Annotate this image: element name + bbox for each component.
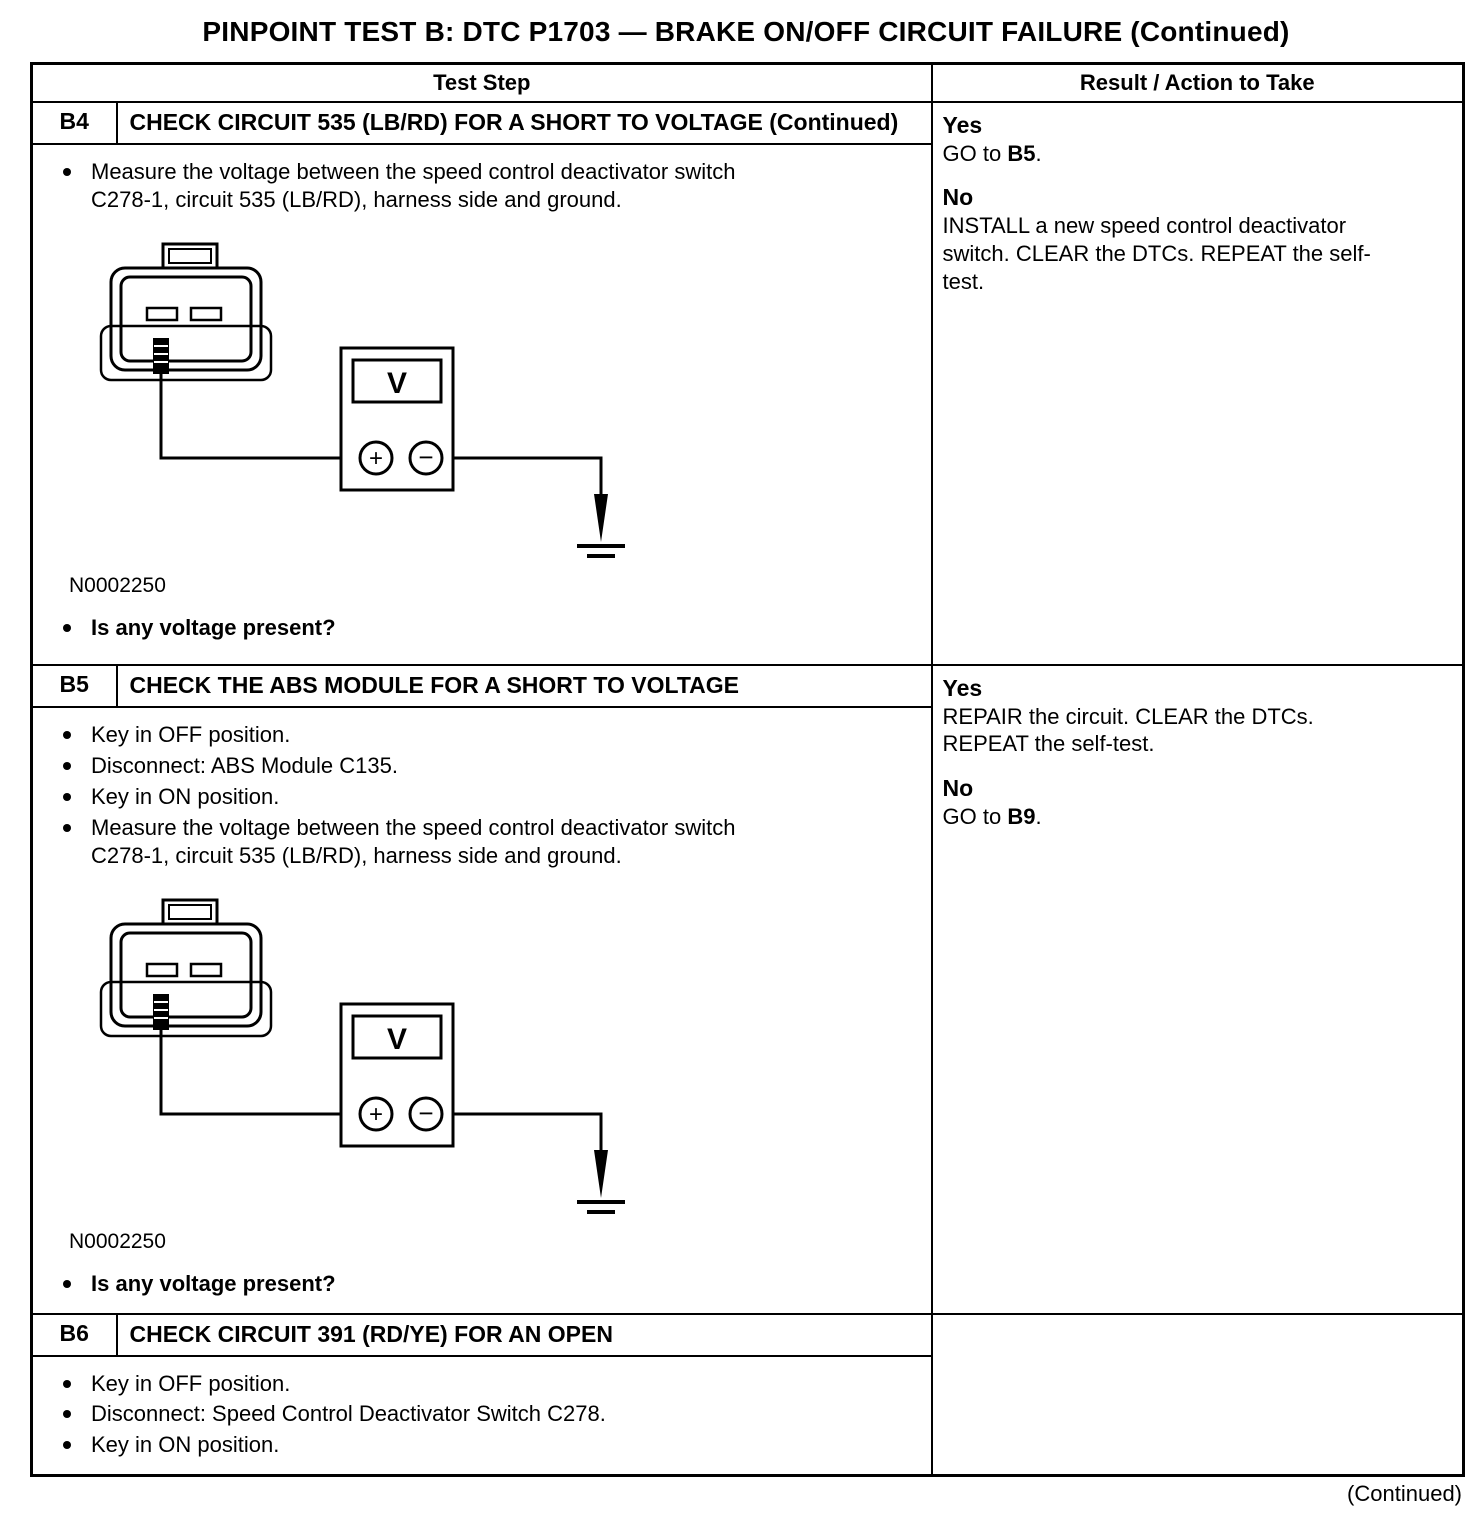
result-answer: Yes [942, 674, 983, 701]
connector-icon [101, 244, 271, 380]
step-b6-header-row [32, 1314, 1464, 1356]
table-header-row [32, 64, 1464, 103]
result-stack [943, 111, 1453, 295]
step-title-b5: CHECK THE ABS MODULE FOR A SHORT TO VOLTAGE [117, 665, 932, 707]
result-item-no [943, 774, 1453, 830]
result-cell-b5 [932, 665, 1464, 1314]
step-id-b5: B5 [32, 665, 117, 707]
step-title-b6: CHECK CIRCUIT 391 (RD/YE) FOR AN OPEN [117, 1314, 932, 1356]
step-b5-header-row [32, 665, 1464, 707]
bullet-text: Disconnect: Speed Control Deactivator Switch C278. [91, 1401, 606, 1427]
voltmeter-icon [341, 348, 453, 490]
column-header-result: Result / Action to Take [932, 64, 1464, 103]
circuit-figure [69, 240, 919, 598]
bullet-text: Key in OFF position. [91, 1370, 291, 1396]
result-answer: No [942, 775, 974, 802]
action-text: GO to [942, 140, 1008, 166]
bullet-item [45, 1370, 745, 1398]
result-answer: No [942, 184, 974, 211]
circuit-diagram [69, 240, 649, 570]
step-b4-header-row [32, 102, 1464, 144]
wire [453, 1114, 601, 1154]
result-stack [943, 674, 1453, 831]
wire [161, 374, 341, 458]
voltmeter-label: V [386, 366, 408, 400]
bullet-item [45, 752, 745, 780]
ground-icon [577, 494, 625, 556]
voltmeter-icon [341, 1004, 453, 1146]
bullet-text: Measure the voltage between the speed control deactivator switch C278-1, circuit 535 (LB/RD), harness side and ground. [91, 158, 736, 212]
bullet-text: Key in ON position. [91, 783, 280, 809]
step-body-b6 [32, 1356, 932, 1476]
plus-terminal-label: + [368, 444, 384, 472]
bullet-text: Disconnect: ABS Module C135. [91, 752, 398, 778]
question-text: Is any voltage present? [91, 614, 336, 640]
action-text-bold: B5 [1007, 140, 1036, 166]
plus-terminal-label: + [368, 1100, 384, 1128]
action-text: INSTALL a new speed control deactivator switch. CLEAR the DTCs. REPEAT the self-test. [942, 213, 1371, 294]
figure-caption: N0002250 [69, 1229, 166, 1253]
question-list [45, 1270, 919, 1298]
question [45, 614, 745, 642]
result-action [943, 703, 1395, 758]
action-text: . [1035, 803, 1042, 829]
step-title-b4: CHECK CIRCUIT 535 (LB/RD) FOR A SHORT TO VOLTAGE (Continued) [117, 102, 932, 144]
bullet-item [45, 814, 745, 870]
pinpoint-test-table [30, 62, 1465, 1477]
page-title: PINPOINT TEST B: DTC P1703 — BRAKE ON/OFF CIRCUIT FAILURE (Continued) [202, 16, 1290, 47]
step-body-b5 [32, 707, 932, 1314]
bullet-text: Key in OFF position. [91, 721, 291, 747]
question-text: Is any voltage present? [91, 1270, 336, 1296]
wire [453, 458, 601, 498]
action-text-bold: B9 [1007, 803, 1036, 829]
connector-pin [153, 338, 169, 374]
bullet-list [45, 1370, 919, 1460]
wire [161, 1030, 341, 1114]
question [45, 1270, 745, 1298]
result-cell-b4 [932, 102, 1464, 665]
bullet-item [45, 1400, 745, 1428]
circuit-figure [69, 896, 919, 1254]
connector-icon [101, 900, 271, 1036]
footer-continued: (Continued) [1347, 1481, 1462, 1507]
result-action [943, 212, 1395, 295]
bullet-item [45, 721, 745, 749]
minus-terminal-label: − [418, 1097, 434, 1128]
step-id-b4: B4 [32, 102, 117, 144]
ground-icon [577, 1150, 625, 1212]
action-text: REPAIR the circuit. CLEAR the DTCs. REPEAT the self-test. [942, 703, 1314, 757]
result-item-yes [943, 674, 1453, 758]
bullet-list [45, 721, 919, 870]
step-id-b6: B6 [32, 1314, 117, 1356]
circuit-diagram [69, 896, 649, 1226]
action-text: . [1035, 140, 1042, 166]
result-item-yes [943, 111, 1453, 167]
result-item-no [943, 183, 1453, 295]
result-answer: Yes [942, 112, 983, 138]
result-action [943, 803, 1395, 831]
result-cell-b6 [932, 1314, 1464, 1476]
step-body-b4 [32, 144, 932, 665]
bullet-item [45, 1431, 745, 1459]
voltmeter-label: V [386, 1022, 408, 1056]
figure-caption: N0002250 [69, 573, 166, 597]
connector-pin [153, 994, 169, 1030]
bullet-text: Measure the voltage between the speed control deactivator switch C278-1, circuit 535 (LB/RD), harness side and ground. [91, 814, 736, 868]
bullet-item [45, 783, 745, 811]
action-text: GO to [942, 803, 1008, 829]
question-list [45, 614, 919, 642]
bullet-item [45, 158, 745, 214]
result-action [943, 140, 1395, 168]
minus-terminal-label: − [418, 441, 434, 472]
bullet-list [45, 158, 919, 214]
column-header-test-step: Test Step [32, 64, 932, 103]
bullet-text: Key in ON position. [91, 1432, 280, 1458]
